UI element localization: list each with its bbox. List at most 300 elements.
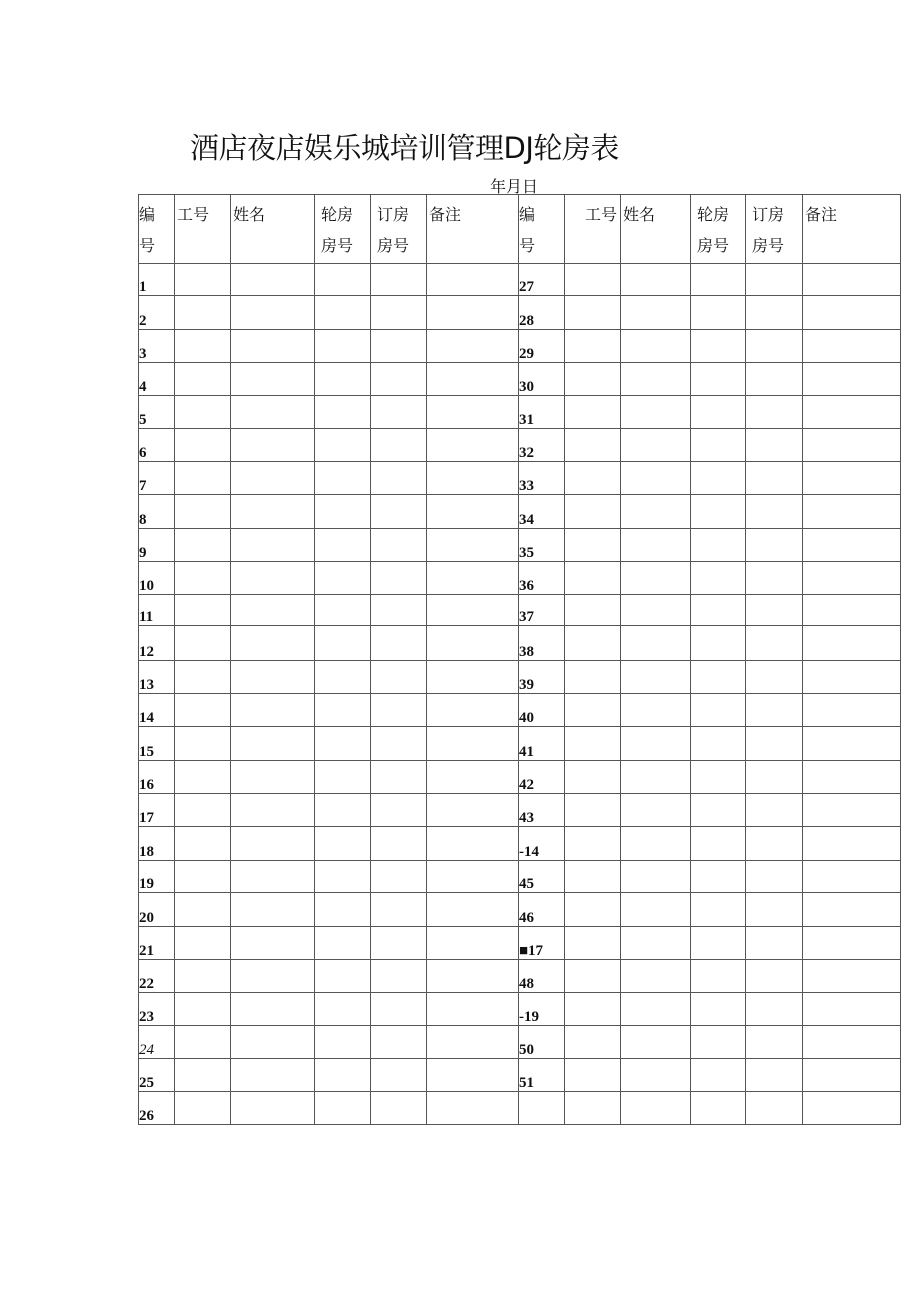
- empty-cell: [315, 927, 371, 960]
- empty-cell: [371, 927, 427, 960]
- row-number-cell-right: [519, 761, 565, 794]
- empty-cell: [746, 363, 803, 396]
- table-row: [139, 1059, 901, 1092]
- row-number: 1: [139, 279, 147, 295]
- row-number: 14: [139, 710, 154, 726]
- row-number-cell-left: [139, 495, 175, 529]
- row-number: 48: [519, 976, 534, 992]
- empty-cell: [315, 1059, 371, 1092]
- header-name-right: [621, 195, 691, 264]
- empty-cell: [565, 1026, 621, 1059]
- empty-cell: [315, 794, 371, 827]
- row-number: 4: [139, 379, 147, 395]
- empty-cell: [427, 1026, 519, 1059]
- row-number: 36: [519, 578, 534, 594]
- empty-cell: [175, 396, 231, 429]
- row-number-cell-left: [139, 960, 175, 993]
- empty-cell: [175, 330, 231, 363]
- empty-cell: [175, 595, 231, 626]
- empty-cell: [315, 1092, 371, 1125]
- row-number-cell-right: [519, 429, 565, 462]
- row-number-cell-right: [519, 893, 565, 927]
- empty-cell: [231, 429, 315, 462]
- empty-cell: [175, 727, 231, 761]
- empty-cell: [231, 562, 315, 595]
- empty-cell: [175, 694, 231, 727]
- empty-cell: [175, 429, 231, 462]
- empty-cell: [175, 993, 231, 1026]
- empty-cell: [315, 495, 371, 529]
- empty-cell: [427, 595, 519, 626]
- empty-cell: [746, 1092, 803, 1125]
- empty-cell: [231, 495, 315, 529]
- empty-cell: [565, 993, 621, 1026]
- empty-cell: [691, 893, 746, 927]
- row-number-cell-right: [519, 861, 565, 893]
- empty-cell: [691, 595, 746, 626]
- table-row: [139, 429, 901, 462]
- empty-cell: [565, 761, 621, 794]
- empty-cell: [175, 529, 231, 562]
- empty-cell: [621, 794, 691, 827]
- empty-cell: [371, 661, 427, 694]
- empty-cell: [175, 1092, 231, 1125]
- empty-cell: [565, 960, 621, 993]
- empty-cell: [565, 893, 621, 927]
- empty-cell: [621, 495, 691, 529]
- empty-cell: [803, 727, 901, 761]
- empty-cell: [175, 562, 231, 595]
- row-number-cell-left: [139, 727, 175, 761]
- empty-cell: [621, 661, 691, 694]
- empty-cell: [803, 396, 901, 429]
- row-number: 45: [519, 876, 534, 892]
- empty-cell: [691, 495, 746, 529]
- header-remarks-right: [803, 195, 901, 264]
- empty-cell: [565, 429, 621, 462]
- header-num-right: [519, 195, 565, 264]
- row-number-cell-right: [519, 363, 565, 396]
- row-number-cell-right: [519, 794, 565, 827]
- empty-cell: [746, 429, 803, 462]
- empty-cell: [427, 296, 519, 330]
- empty-cell: [371, 562, 427, 595]
- header-booking-right: [746, 195, 803, 264]
- header-remarks-label: 备注: [805, 205, 838, 224]
- row-number-cell-right: [519, 595, 565, 626]
- table-row: [139, 396, 901, 429]
- empty-cell: [371, 495, 427, 529]
- empty-cell: [621, 396, 691, 429]
- empty-cell: [691, 396, 746, 429]
- row-number-cell-right: [519, 529, 565, 562]
- row-number-cell-left: [139, 661, 175, 694]
- empty-cell: [565, 396, 621, 429]
- row-number: 22: [139, 976, 154, 992]
- empty-cell: [231, 1092, 315, 1125]
- empty-cell: [315, 893, 371, 927]
- empty-cell: [371, 595, 427, 626]
- empty-cell: [175, 761, 231, 794]
- row-number-cell-left: [139, 429, 175, 462]
- header-num-left: [139, 195, 175, 264]
- empty-cell: [231, 661, 315, 694]
- empty-cell: [315, 827, 371, 861]
- row-number: 13: [139, 677, 154, 693]
- row-number-cell-right: [519, 827, 565, 861]
- empty-cell: [803, 993, 901, 1026]
- empty-cell: [691, 761, 746, 794]
- row-number: 51: [519, 1075, 534, 1091]
- empty-cell: [231, 794, 315, 827]
- header-num-line1: 编: [139, 205, 156, 224]
- row-number-cell-right: [519, 927, 565, 960]
- row-number: 38: [519, 644, 534, 660]
- row-number-cell-left: [139, 562, 175, 595]
- empty-cell: [175, 462, 231, 495]
- empty-cell: [315, 595, 371, 626]
- empty-cell: [691, 1026, 746, 1059]
- empty-cell: [427, 396, 519, 429]
- row-number: 11: [139, 609, 154, 625]
- row-number: 27: [519, 279, 534, 295]
- empty-cell: [746, 827, 803, 861]
- empty-cell: [746, 893, 803, 927]
- row-number-cell-right: [519, 727, 565, 761]
- row-number-cell-right: [519, 562, 565, 595]
- header-name-label: 姓名: [233, 205, 266, 224]
- empty-cell: [803, 296, 901, 330]
- table-row: [139, 330, 901, 363]
- empty-cell: [371, 396, 427, 429]
- header-num-line2: 号: [139, 236, 156, 255]
- row-number: 24: [139, 1042, 154, 1058]
- table-row: [139, 727, 901, 761]
- row-number: 31: [519, 412, 534, 428]
- empty-cell: [621, 429, 691, 462]
- empty-cell: [315, 429, 371, 462]
- row-number-cell-right: [519, 264, 565, 296]
- empty-cell: [621, 960, 691, 993]
- empty-cell: [803, 626, 901, 661]
- row-number-cell-right: [519, 396, 565, 429]
- row-number-cell-left: [139, 595, 175, 626]
- empty-cell: [371, 529, 427, 562]
- empty-cell: [746, 861, 803, 893]
- row-number-cell-left: [139, 827, 175, 861]
- empty-cell: [371, 827, 427, 861]
- row-number: 6: [139, 445, 147, 461]
- empty-cell: [746, 296, 803, 330]
- empty-cell: [746, 562, 803, 595]
- empty-cell: [621, 296, 691, 330]
- empty-cell: [565, 495, 621, 529]
- header-remarks-label: 备注: [429, 205, 462, 224]
- empty-cell: [371, 694, 427, 727]
- empty-cell: [691, 264, 746, 296]
- empty-cell: [746, 960, 803, 993]
- empty-cell: [691, 661, 746, 694]
- row-number-cell-left: [139, 927, 175, 960]
- empty-cell: [746, 1059, 803, 1092]
- empty-cell: [427, 694, 519, 727]
- table-row: [139, 462, 901, 495]
- empty-cell: [315, 264, 371, 296]
- header-staff-id-label: 工号: [585, 205, 618, 224]
- empty-cell: [621, 694, 691, 727]
- table-row: [139, 827, 901, 861]
- empty-cell: [746, 794, 803, 827]
- empty-cell: [691, 694, 746, 727]
- header-rotation-line1: 轮房: [321, 205, 354, 224]
- empty-cell: [315, 396, 371, 429]
- row-number-cell-left: [139, 694, 175, 727]
- empty-cell: [621, 330, 691, 363]
- row-number-cell-left: [139, 893, 175, 927]
- table-row: [139, 927, 901, 960]
- row-number: 18: [139, 844, 154, 860]
- empty-cell: [803, 363, 901, 396]
- empty-cell: [315, 462, 371, 495]
- row-number: 5: [139, 412, 147, 428]
- row-number-cell-left: [139, 993, 175, 1026]
- empty-cell: [371, 264, 427, 296]
- empty-cell: [315, 626, 371, 661]
- row-number-cell-right: [519, 296, 565, 330]
- page-title: 酒店夜店娱乐城培训管理DJ轮房表: [190, 131, 619, 165]
- empty-cell: [565, 562, 621, 595]
- empty-cell: [621, 861, 691, 893]
- row-number-cell-left: [139, 1026, 175, 1059]
- empty-cell: [746, 264, 803, 296]
- row-number: 20: [139, 910, 154, 926]
- empty-cell: [231, 1059, 315, 1092]
- empty-cell: [427, 626, 519, 661]
- empty-cell: [621, 562, 691, 595]
- table-row: [139, 694, 901, 727]
- empty-cell: [803, 595, 901, 626]
- empty-cell: [565, 529, 621, 562]
- empty-cell: [231, 727, 315, 761]
- row-number: 30: [519, 379, 534, 395]
- empty-cell: [803, 861, 901, 893]
- date-line: 年月日: [490, 177, 539, 196]
- row-number-cell-left: [139, 626, 175, 661]
- row-number: 33: [519, 478, 534, 494]
- empty-cell: [803, 529, 901, 562]
- empty-cell: [691, 993, 746, 1026]
- empty-cell: [691, 861, 746, 893]
- empty-cell: [621, 727, 691, 761]
- empty-cell: [175, 960, 231, 993]
- row-number: ■17: [519, 943, 544, 959]
- rotation-roster-table: [138, 194, 901, 1125]
- empty-cell: [315, 694, 371, 727]
- empty-cell: [803, 562, 901, 595]
- empty-cell: [803, 1026, 901, 1059]
- row-number-cell-left: [139, 396, 175, 429]
- header-num-line2: 号: [519, 236, 536, 255]
- empty-cell: [427, 1059, 519, 1092]
- header-rotation-line2: 房号: [697, 236, 730, 255]
- table-row: [139, 363, 901, 396]
- empty-cell: [746, 761, 803, 794]
- empty-cell: [371, 727, 427, 761]
- empty-cell: [231, 330, 315, 363]
- table-row: [139, 794, 901, 827]
- row-number-cell-left: [139, 1092, 175, 1125]
- row-number: 21: [139, 943, 154, 959]
- empty-cell: [621, 827, 691, 861]
- row-number-cell-right: [519, 661, 565, 694]
- empty-cell: [691, 1059, 746, 1092]
- table-row: [139, 960, 901, 993]
- empty-cell: [231, 396, 315, 429]
- empty-cell: [315, 661, 371, 694]
- empty-cell: [691, 626, 746, 661]
- empty-cell: [427, 893, 519, 927]
- empty-cell: [427, 927, 519, 960]
- row-number: 26: [139, 1108, 154, 1124]
- empty-cell: [231, 993, 315, 1026]
- header-booking-line2: 房号: [377, 236, 410, 255]
- header-name-left: [231, 195, 315, 264]
- empty-cell: [231, 529, 315, 562]
- empty-cell: [371, 626, 427, 661]
- empty-cell: [371, 893, 427, 927]
- row-number: 35: [519, 545, 534, 561]
- empty-cell: [371, 993, 427, 1026]
- table-row: [139, 661, 901, 694]
- empty-cell: [565, 462, 621, 495]
- row-number-cell-left: [139, 1059, 175, 1092]
- row-number: 39: [519, 677, 534, 693]
- empty-cell: [691, 429, 746, 462]
- empty-cell: [621, 1059, 691, 1092]
- row-number-cell-right: [519, 960, 565, 993]
- row-number: 46: [519, 910, 534, 926]
- empty-cell: [746, 927, 803, 960]
- header-booking-line1: 订房: [377, 205, 410, 224]
- row-number: 34: [519, 512, 534, 528]
- row-number: 12: [139, 644, 154, 660]
- empty-cell: [315, 529, 371, 562]
- row-number-cell-right: [519, 495, 565, 529]
- row-number: 41: [519, 744, 534, 760]
- header-num-line1: 编: [519, 205, 536, 224]
- header-booking-line1: 订房: [752, 205, 785, 224]
- empty-cell: [803, 794, 901, 827]
- empty-cell: [175, 363, 231, 396]
- empty-cell: [691, 794, 746, 827]
- row-number: 32: [519, 445, 534, 461]
- empty-cell: [231, 462, 315, 495]
- empty-cell: [371, 363, 427, 396]
- row-number: 17: [139, 810, 154, 826]
- empty-cell: [746, 661, 803, 694]
- empty-cell: [621, 893, 691, 927]
- empty-cell: [565, 1059, 621, 1092]
- empty-cell: [231, 296, 315, 330]
- empty-cell: [231, 861, 315, 893]
- row-number-cell-right: [519, 1092, 565, 1125]
- empty-cell: [231, 927, 315, 960]
- row-number-cell-right: [519, 330, 565, 363]
- empty-cell: [315, 1026, 371, 1059]
- empty-cell: [746, 694, 803, 727]
- empty-cell: [803, 330, 901, 363]
- empty-cell: [803, 264, 901, 296]
- header-booking-left: [371, 195, 427, 264]
- empty-cell: [803, 1092, 901, 1125]
- empty-cell: [621, 626, 691, 661]
- empty-cell: [231, 893, 315, 927]
- empty-cell: [315, 330, 371, 363]
- row-number: 16: [139, 777, 154, 793]
- table-row: [139, 264, 901, 296]
- table-row: [139, 993, 901, 1026]
- empty-cell: [427, 993, 519, 1026]
- empty-cell: [427, 462, 519, 495]
- row-number: 29: [519, 346, 534, 362]
- empty-cell: [175, 827, 231, 861]
- empty-cell: [175, 264, 231, 296]
- roster-body: [139, 195, 901, 1125]
- empty-cell: [315, 562, 371, 595]
- empty-cell: [315, 861, 371, 893]
- empty-cell: [691, 727, 746, 761]
- header-booking-line2: 房号: [752, 236, 785, 255]
- empty-cell: [621, 595, 691, 626]
- row-number: 7: [139, 478, 147, 494]
- empty-cell: [231, 761, 315, 794]
- empty-cell: [565, 296, 621, 330]
- row-number-cell-left: [139, 363, 175, 396]
- header-row: [139, 195, 901, 264]
- empty-cell: [371, 429, 427, 462]
- empty-cell: [427, 1092, 519, 1125]
- table-row: [139, 761, 901, 794]
- empty-cell: [175, 1026, 231, 1059]
- empty-cell: [746, 727, 803, 761]
- empty-cell: [803, 761, 901, 794]
- empty-cell: [427, 861, 519, 893]
- row-number: 28: [519, 313, 534, 329]
- row-number: 25: [139, 1075, 154, 1091]
- empty-cell: [621, 993, 691, 1026]
- empty-cell: [803, 927, 901, 960]
- empty-cell: [427, 794, 519, 827]
- row-number: 37: [519, 609, 534, 625]
- empty-cell: [175, 794, 231, 827]
- header-staff-id-left: [175, 195, 231, 264]
- row-number: 10: [139, 578, 154, 594]
- row-number-cell-right: [519, 1026, 565, 1059]
- table-row: [139, 893, 901, 927]
- table-row: [139, 562, 901, 595]
- empty-cell: [565, 363, 621, 396]
- empty-cell: [231, 827, 315, 861]
- empty-cell: [315, 993, 371, 1026]
- row-number-cell-right: [519, 462, 565, 495]
- empty-cell: [746, 993, 803, 1026]
- table-row: [139, 529, 901, 562]
- row-number-cell-right: [519, 1059, 565, 1092]
- empty-cell: [746, 1026, 803, 1059]
- empty-cell: [175, 927, 231, 960]
- empty-cell: [371, 861, 427, 893]
- row-number-cell-left: [139, 296, 175, 330]
